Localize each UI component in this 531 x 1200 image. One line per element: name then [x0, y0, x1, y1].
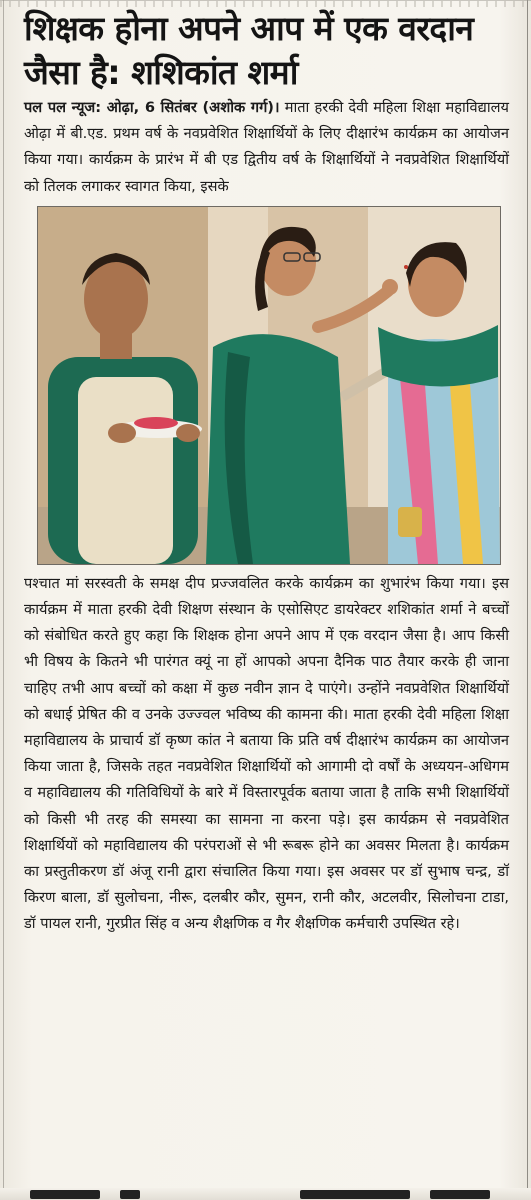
headline-line-2: जैसा है: शशिकांत शर्मा	[24, 53, 298, 92]
column-rule-left	[3, 0, 4, 1200]
previous-article-cut	[0, 0, 531, 7]
article-paragraph-2: पश्चात मां सरस्वती के समक्ष दीप प्रज्जवलित करके कार्यक्रम का शुभारंभ किया गया। इस कार्यक्रम में माता हरकी देवी शिक्षण संस्थान के एसोसिएट डायरेक्टर शशिकांत शर्मा ने बच्चों को संबोधित करते हुए कहा कि शिक्षक होना अपने आप में एक वरदान जैसा है। आप किसी भी विषय के कितने भी पारंगत क्यूं ना हों आपको अपना दैनिक पाठ तैयार करके ही जाना चाहिए तभी आप बच्चों को कक्षा में कुछ नवीन ज्ञान दे पाएंगे। उन्होंने नवप्रवेशित शिक्षार्थियों को बधाई प्रेषित की व उनके उज्ज्वल भविष्य की कामना की। माता हरकी देवी महिला शिक्षा महाविद्यालय के प्राचार्य डॉ कृष्ण कांत ने बताया कि प्रति वर्ष दीक्षारंभ कार्यक्रम का आयोजन किया जाता है, जिसके तहत नवप्रवेशित शिक्षार्थियों को आगामी दो वर्षों के अध्ययन-अधिगम व महाविद्यालय की गतिविधियों के बारे में विस्तारपूर्वक बताया जाता है ताकि सभी शिक्षार्थियों को किसी भी तरह की समस्या का सामना ना करना पड़े। इस कार्यक्रम से नवप्रवेशित शिक्षार्थियों को महाविद्यालय की परंपराओं से भी रूबरू होने का अवसर मिलता है। कार्यक्रम का प्रस्तुतीकरण डॉ अंजू रानी द्वारा संचालित किया गया। इस अवसर पर डॉ सुभाष चन्द्र, डॉ किरण बाला, डॉ सुलोचना, नीरू, दलबीर कौर, सुमन, रानी कौर, अटलवीर, सिलोचना टाडा, डॉ पायल रानी, गुरप्रीत सिंह व अन्य शैक्षणिक व गैर शैक्षणिक कर्मचारी उपस्थित रहे।	[24, 574, 509, 933]
event-photo	[37, 206, 501, 565]
article-body	[24, 95, 509, 938]
headline	[24, 7, 509, 95]
column-rule-right	[527, 0, 528, 1200]
dateline: पल पल न्यूज: ओढ़ा, 6 सितंबर (अशोक गर्ग)।	[24, 99, 280, 116]
headline-line-1: शिक्षक होना अपने आप में एक वरदान	[24, 9, 474, 48]
article-paragraph-1	[24, 95, 509, 200]
paragraph-1-text: माता हरकी देवी महिला शिक्षा महाविद्यालय ओढ़ा में बी.एड. प्रथम वर्ष के नवप्रवेशित शिक्षार्थियों के लिए दीक्षारंभ कार्यक्रम का आयोजन किया गया। कार्यक्रम के प्रारंभ में बी एड द्वितीय वर्ष के शिक्षार्थियों ने नवप्रवेशित शिक्षार्थियों को तिलक लगाकर स्वागत किया, इसके	[24, 99, 510, 195]
next-headline-cut	[0, 1188, 531, 1200]
